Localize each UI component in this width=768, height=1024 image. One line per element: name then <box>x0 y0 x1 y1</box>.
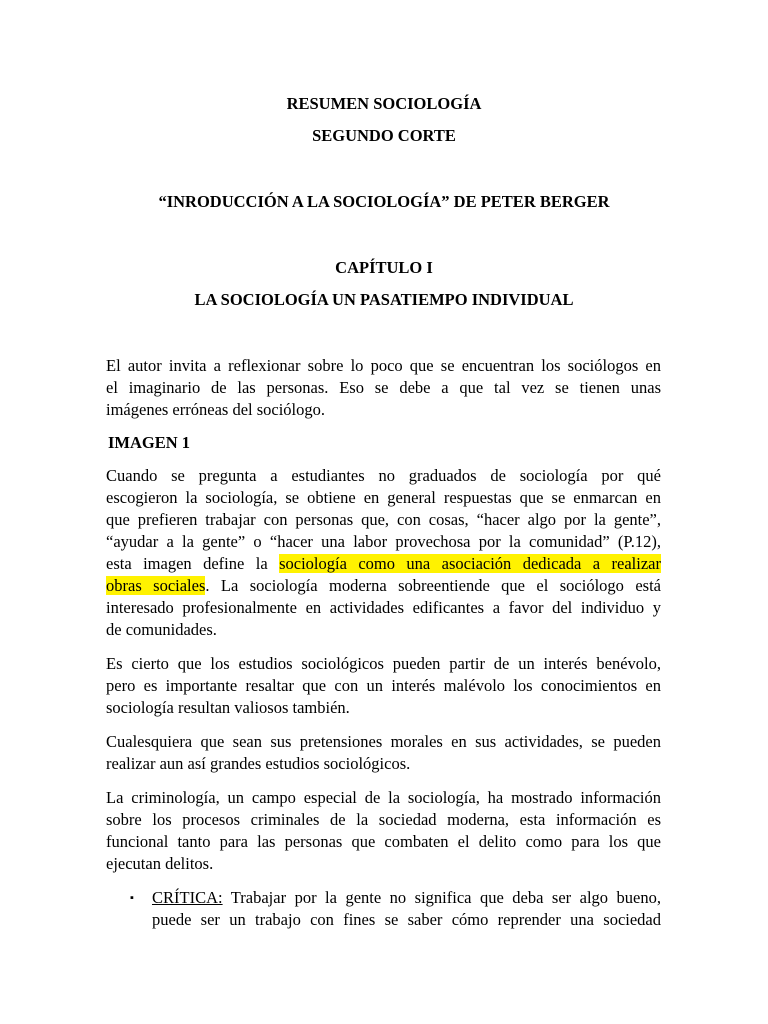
bullet-icon: ▪ <box>130 892 134 904</box>
chapter-number: CAPÍTULO I <box>335 258 433 277</box>
paragraph-line: realizar aun así grandes estudios sociológicos. <box>106 754 411 773</box>
paragraph-line: que prefieren trabajar con personas que, con cosas, “hacer algo por la gente”, <box>106 510 661 529</box>
paragraph-line: de comunidades. <box>106 620 217 639</box>
paragraph-line: La criminología, un campo especial de la sociología, ha mostrado información <box>106 788 661 807</box>
paragraph-line: Cuando se pregunta a estudiantes no graduados de sociología por qué <box>106 466 661 485</box>
paragraph-line: “ayudar a la gente” o “hacer una labor provechosa por la comunidad” (P.12), <box>106 532 661 551</box>
highlighted-text: sociología como una asociación dedicada a realizar <box>279 554 661 573</box>
work-title: “INRODUCCIÓN A LA SOCIOLOGÍA” DE PETER BERGER <box>158 192 610 211</box>
paragraph-line: el imaginario de las personas. Eso se debe a que tal vez se tienen unas <box>106 378 661 397</box>
paragraph-line: sociología resultan valiosos también. <box>106 698 350 717</box>
paragraph-line: ejecutan delitos. <box>106 854 214 873</box>
paragraph-line: escogieron la sociología, se obtiene en general respuestas que se enmarcan en <box>106 488 661 507</box>
document-title: RESUMEN SOCIOLOGÍA <box>286 94 482 113</box>
highlighted-text: obras sociales <box>106 576 206 595</box>
paragraph-line: El autor invita a reflexionar sobre lo poco que se encuentran los sociólogos en <box>106 356 661 375</box>
paragraph-line: imágenes erróneas del sociólogo. <box>106 400 326 419</box>
paragraph-line: pero es importante resaltar que con un interés malévolo los conocimientos en <box>106 676 661 695</box>
paragraph-line: Cualesquiera que sean sus pretensiones morales en sus actividades, se pueden <box>106 732 661 751</box>
paragraph-line: puede ser un trabajo con fines se saber cómo reprender una sociedad <box>152 910 661 929</box>
paragraph-line: funcional tanto para las personas que combaten el delito como para los que <box>106 832 661 851</box>
chapter-title: LA SOCIOLOGÍA UN PASATIEMPO INDIVIDUAL <box>194 290 574 309</box>
paragraph-text: esta imagen define la <box>106 554 280 573</box>
paragraph-text: . La sociología moderna sobreentiende que el sociólogo está <box>205 576 661 595</box>
paragraph-line <box>106 553 661 575</box>
paragraph-text: Trabajar por la gente no significa que deba ser algo bueno, <box>222 888 661 907</box>
paragraph-line <box>152 887 661 909</box>
paragraph-line: sobre los procesos criminales de la sociedad moderna, esta información es <box>106 810 661 829</box>
paragraph-line: interesado profesionalmente en actividades edificantes a favor del individuo y <box>106 598 661 617</box>
paragraph-line <box>106 575 661 597</box>
critique-label: CRÍTICA: <box>152 888 223 907</box>
paragraph-line: Es cierto que los estudios sociológicos pueden partir de un interés benévolo, <box>106 654 661 673</box>
document-subtitle: SEGUNDO CORTE <box>312 126 456 145</box>
section-heading: IMAGEN 1 <box>108 433 191 452</box>
